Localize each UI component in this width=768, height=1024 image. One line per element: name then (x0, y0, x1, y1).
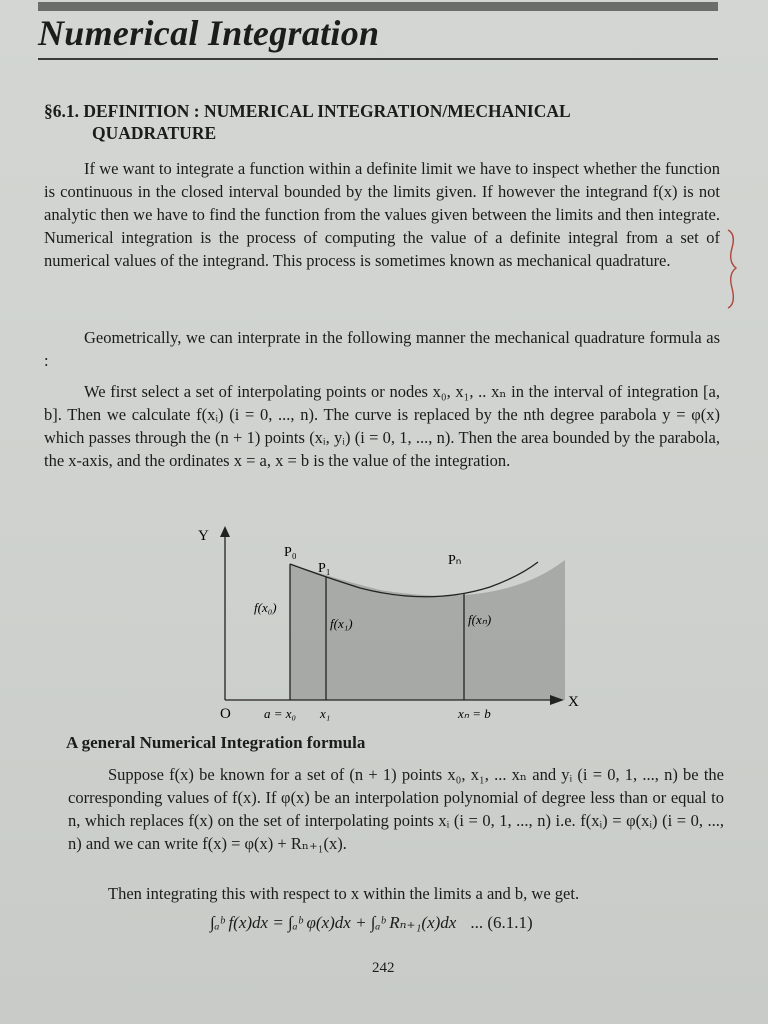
title-rule (38, 58, 718, 60)
paragraph-general-formula (68, 763, 724, 855)
p0-label: P₀ (284, 545, 297, 560)
fx1-label: f(x₁) (330, 616, 353, 631)
top-rule (38, 2, 718, 11)
section-heading-line1: §6.1. DEFINITION : NUMERICAL INTEGRATION/MECHANICAL (44, 101, 571, 121)
origin-label: O (220, 706, 231, 722)
y-axis-arrow (220, 526, 230, 537)
section-heading (44, 100, 714, 144)
x-axis-label: X (568, 694, 579, 710)
integration-figure (180, 520, 600, 725)
chapter-title: Numerical Integration (38, 13, 380, 53)
tick-x1-label: x₁ (320, 706, 331, 721)
section-heading-line2: QUADRATURE (92, 123, 217, 143)
paragraph-nodes (44, 380, 720, 472)
tick-a-label: a = x₀ (264, 706, 297, 721)
p1-label: P₁ (318, 561, 331, 576)
paragraph-geometric (44, 326, 720, 372)
paragraph-definition (44, 157, 720, 272)
equation-6-1-1 (210, 913, 533, 933)
margin-brace-mark (726, 228, 740, 310)
paragraph-integrating-text: Then integrating this with respect to x within the limits a and b, we get. (108, 884, 580, 903)
integration-diagram (180, 520, 600, 725)
fxn-label: f(xₙ) (468, 612, 492, 627)
y-axis-label: Y (198, 528, 209, 544)
paragraph-integrating (68, 882, 724, 905)
equation-text: ∫ₐᵇ f(x)dx = ∫ₐᵇ φ(x)dx + ∫ₐᵇ Rₙ₊₁(x)dx (210, 913, 457, 932)
pn-label: Pₙ (448, 553, 462, 568)
paragraph-general-formula-text: Suppose f(x) be known for a set of (n + 1) points x₀, x₁, ... xₙ and yᵢ (i = 0, 1, ..., n) be the corresponding values of f(x). If φ(x) be an interpolation polynomial of degree less than or equal to n, which replaces f(x) on the set of interpolating points xᵢ (i = 0, 1, ..., n) i.e. f(xᵢ) = φ(xᵢ) (i = 0, ..., n) and we can write f(x) = φ(x) + Rₙ₊₁(x). (68, 765, 724, 853)
page-number: 242 (372, 960, 395, 976)
subheading: A general Numerical Integration formula (66, 733, 366, 752)
paragraph-geometric-text: Geometrically, we can interprate in the following manner the mechanical quadrature formula as : (44, 328, 720, 370)
paragraph-definition-text: If we want to integrate a function within a definite limit we have to inspect whether the function is continuous in the closed interval bounded by the limits given. If however the integrand f(x) is not analytic then we have to find the function from the values given between the limits and then integrate. Numerical integration is the process of computing the value of a definite integral from a set of numerical values of the integrand. This process is sometimes known as mechanical quadrature. (44, 159, 720, 270)
tick-b-label: xₙ = b (458, 706, 491, 721)
paragraph-nodes-text: We first select a set of interpolating points or nodes x₀, x₁, .. xₙ in the interval of integration [a, b]. Then we calculate f(xᵢ) (i = 0, ..., n). The curve is replaced by the nth degree parabola y = φ(x) which passes through the (n + 1) points (xᵢ, yᵢ) (i = 0, 1, ..., n). Then the area bounded by the parabola, the x-axis, and the ordinates x = a, x = b is the value of the integration. (44, 382, 720, 470)
fx0-label: f(x₀) (254, 600, 277, 615)
equation-number: ... (6.1.1) (470, 913, 533, 932)
